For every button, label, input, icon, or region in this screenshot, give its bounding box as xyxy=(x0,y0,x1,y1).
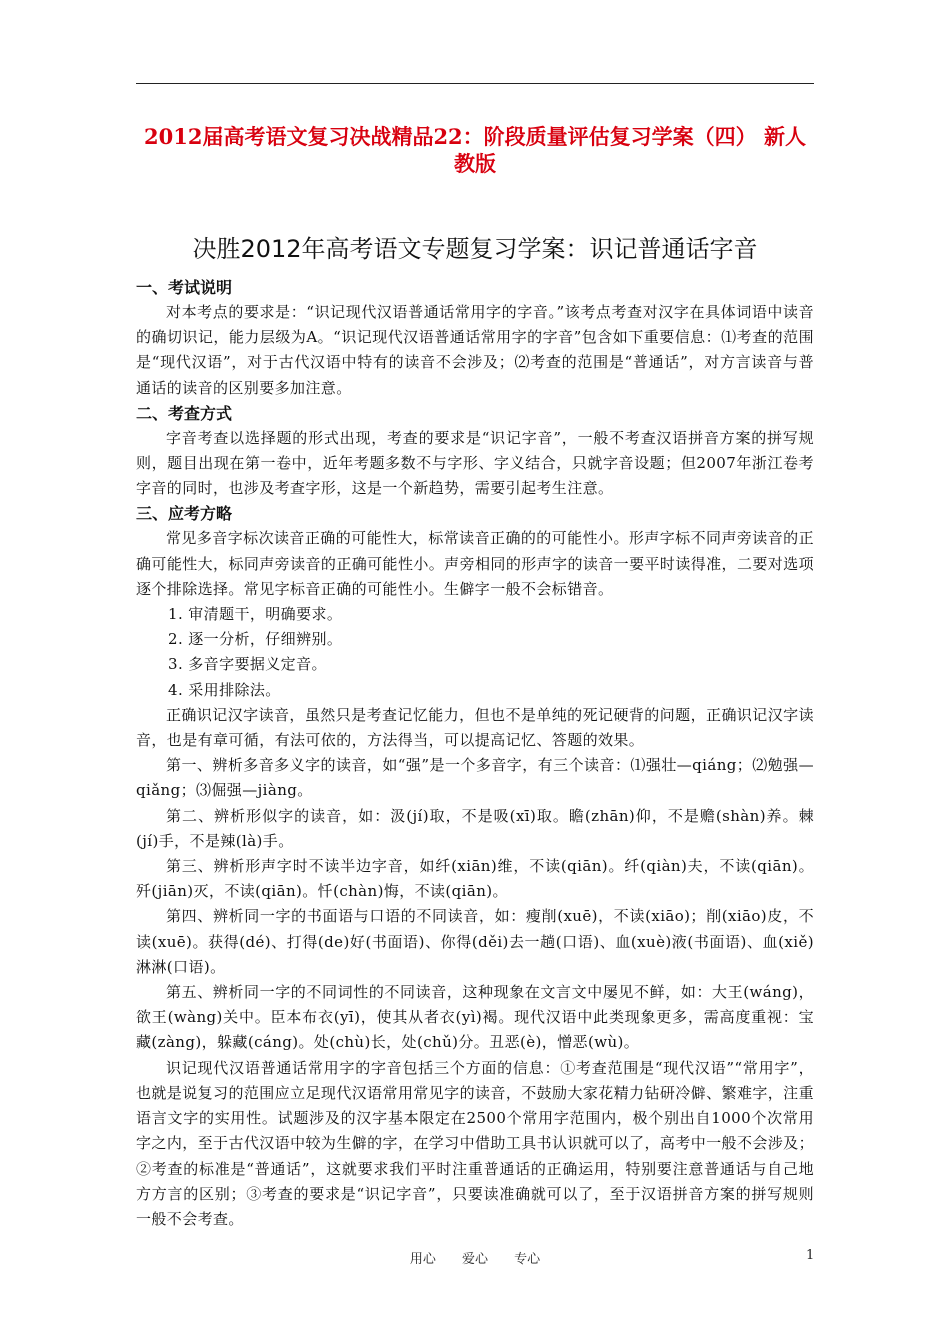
paragraph: 正确识记汉字读音，虽然只是考查记忆能力，但也不是单纯的死记硬背的问题，正确识记汉字读音，也是有章可循，有法可依的，方法得当，可以提高记忆、答题的效果。 xyxy=(136,705,814,750)
footer-motto: 用心 爱心 专心 xyxy=(409,1252,541,1267)
header-rule xyxy=(136,83,814,84)
paragraph: 第一、辨析多音多义字的读音，如“强”是一个多音字，有三个读音：⑴强壮—qiáng；⑵勉强—qiǎng；⑶倔强—jiàng。 xyxy=(136,756,814,800)
paragraph: 第四、辨析同一字的书面语与口语的不同读音，如：瘦削(xuē)，不读(xiāo)；削(xiāo)皮，不读(xuē)。获得(dé)、打得(de)好(书面语)、你得(děi)去一趟(口语)、血(xuè)液(书面语)、血(xiě)淋淋(口语)。 xyxy=(136,907,814,976)
paragraph: 第三、辨析形声字时不读半边字音，如纤(xiān)维，不读(qiān)。纤(qiàn)夫，不读(qiān)。歼(jiān)灭，不读(qiān)。忏(chàn)悔，不读(qiān)。 xyxy=(136,857,814,901)
section-heading-exam-description: 一、考试说明 xyxy=(136,278,233,297)
main-title: 决胜2012年高考语文专题复习学案：识记普通话字音 xyxy=(192,235,758,263)
paragraph: 第二、辨析形似字的读音，如：汲(jí)取，不是吸(xī)取。瞻(zhān)仰，不是赡(shàn)养。棘(jí)手，不是辣(là)手。 xyxy=(136,806,814,850)
page-number: 1 xyxy=(806,1248,815,1263)
list-item: 3. 多音字要据义定音。 xyxy=(168,655,327,674)
paragraph: 字音考查以选择题的形式出现，考查的要求是“识记字音”，一般不考查汉语拼音方案的拼写规则，题目出现在第一卷中，近年考题多数不与字形、字义结合，只就字音设题；但2007年浙江卷考字音的同时，也涉及考查字形，这是一个新趋势，需要引起考生注意。 xyxy=(136,428,814,498)
paragraph: 常见多音字标次读音正确的可能性大，标常读音正确的的可能性小。形声字标不同声旁读音的正确可能性大，标同声旁读音的正确可能性小。声旁相同的形声字的读音一要平时读得准，二要对选项逐个排除选择。常见字标音正确的可能性小。生僻字一般不会标错音。 xyxy=(136,529,814,598)
list-item: 4. 采用排除法。 xyxy=(168,680,281,699)
document-body xyxy=(136,275,814,1232)
section-heading-strategy: 三、应考方略 xyxy=(136,504,233,524)
paragraph: 对本考点的要求是：“识记现代汉语普通话常用字的字音。”该考点考查对汉字在具体词语中读音的确切识记，能力层级为A。“识记现代汉语普通话常用字的字音”包含如下重要信息：⑴考查的范围是“现代汉语”，对于古代汉语中特有的读音不会涉及；⑵考查的范围是“普通话”，对方言读音与普通话的读音的区别要多加注意。 xyxy=(136,303,814,397)
document-title: 2012届高考语文复习决战精品22：阶段质量评估复习学案（四） 新人教版 xyxy=(144,124,806,176)
paragraph: 第五、辨析同一字的不同词性的不同读音，这种现象在文言文中屡见不鲜，如：大王(wáng)，欲王(wàng)关中。臣本布衣(yī)，使其从者衣(yì)褐。现代汉语中此类现象更多，需高度重视：宝藏(zàng)，躲藏(cáng)。处(chù)长，处(chǔ)分。丑恶(è)，憎恶(wù)。 xyxy=(136,983,814,1052)
section-heading-exam-format: 二、考查方式 xyxy=(136,403,233,423)
list-item: 2. 逐一分析，仔细辨别。 xyxy=(168,630,343,649)
paragraph: 识记现代汉语普通话常用字的字音包括三个方面的信息：①考查范围是“现代汉语”“常用字”，也就是说复习的范围应立足现代汉语常用常见字的读音，不鼓励大家花精力钻研冷僻、繁难字，注重语言文字的实用性。试题涉及的汉字基本限定在2500个常用字范围内，极个别出自1000个次常用字之内，至于古代汉语中较为生僻的字，在学习中借助工具书认识就可以了，高考中一般不会涉及；②考查的标准是“普通话”，这就要求我们平时注重普通话的正确运用，特别要注意普通话与自己地方方言的区别；③考查的要求是“识记字音”，只要读准确就可以了，至于汉语拼音方案的拼写规则一般不会考查。 xyxy=(136,1058,814,1228)
list-item: 1. 审清题干，明确要求。 xyxy=(168,605,343,624)
